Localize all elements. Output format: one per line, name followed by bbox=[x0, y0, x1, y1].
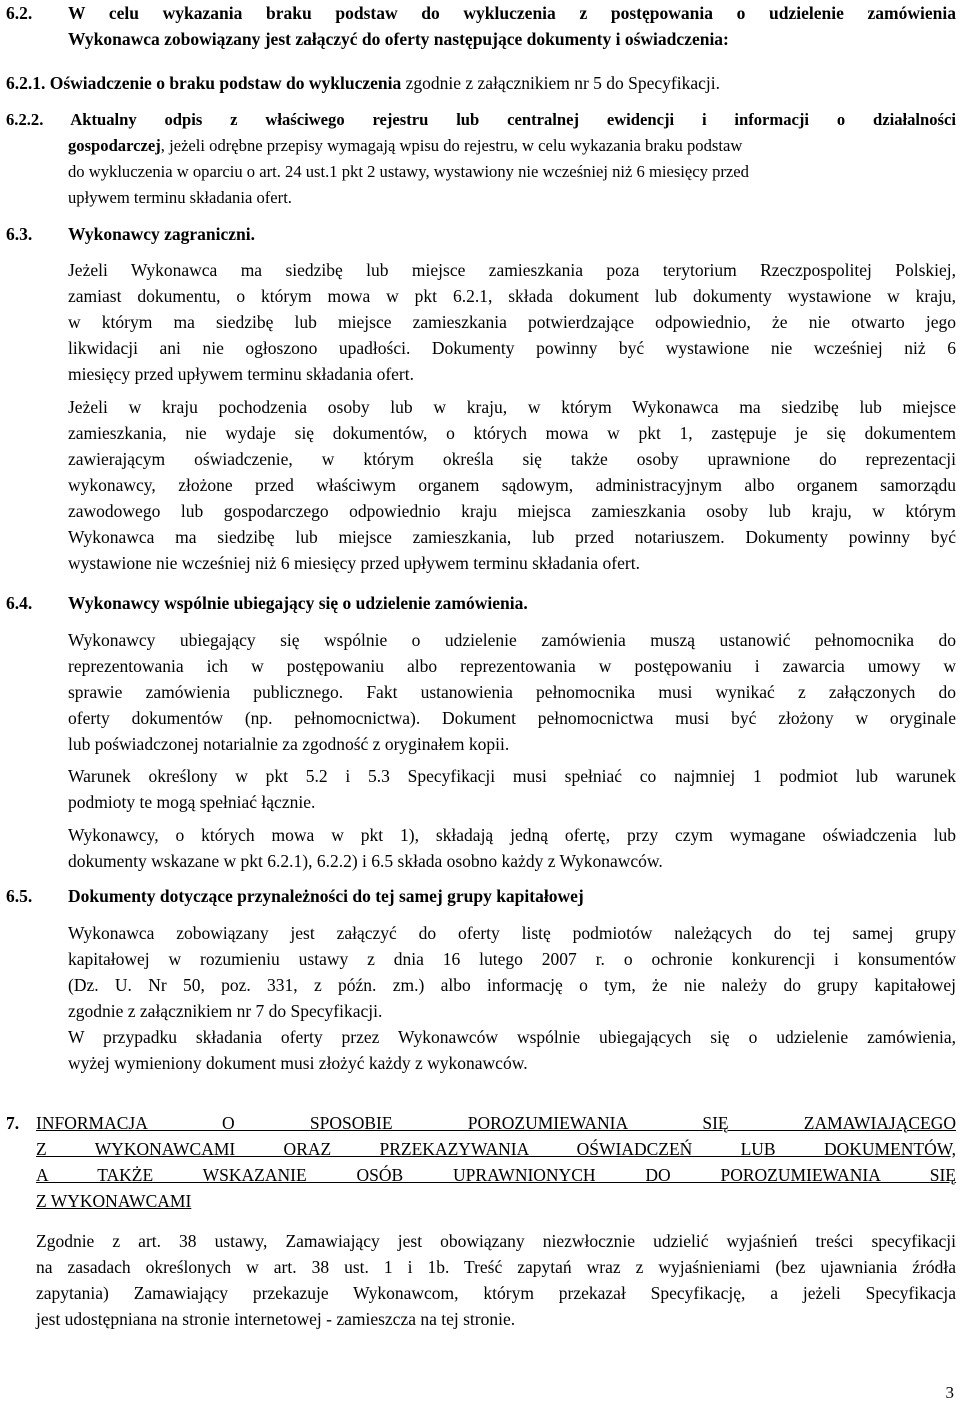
paragraph-line: zawierającym oświadczenie, w którym określa się także osoby uprawnione do reprezentacji bbox=[68, 449, 956, 469]
paragraph-line: miesięcy przed upływem terminu składania ofert. bbox=[68, 364, 414, 384]
section-7-heading-line-1: INFORMACJA O SPOSOBIE POROZUMIEWANIA SIĘ ZAMAWIAJĄCEGO bbox=[36, 1113, 956, 1133]
paragraph-line: zawodowego lub gospodarczego odpowiednio kraju miejsca zamieszkania osoby lub kraju, w którym bbox=[68, 501, 956, 521]
section-7-heading-line-2: Z WYKONAWCAMI ORAZ PRZEKAZYWANIA OŚWIADCZEŃ LUB DOKUMENTÓW, bbox=[36, 1139, 956, 1159]
section-6-3-number: 6.3. bbox=[6, 224, 33, 244]
section-6-5-heading: Dokumenty dotyczące przynależności do tej samej grupy kapitałowej bbox=[68, 886, 584, 906]
paragraph-line: Zgodnie z art. 38 ustawy, Zamawiający jest obowiązany niezwłocznie udzielić wyjaśnień treści specyfikacji bbox=[36, 1231, 956, 1251]
page-number: 3 bbox=[945, 1383, 954, 1402]
paragraph-line: Jeżeli Wykonawca ma siedzibę lub miejsce zamieszkania poza terytorium Rzeczpospolitej Polskiej, bbox=[68, 260, 956, 280]
section-6-4-heading: Wykonawcy wspólnie ubiegający się o udzielenie zamówienia. bbox=[68, 593, 528, 613]
section-7-heading-line-3: A TAKŻE WSKAZANIE OSÓB UPRAWNIONYCH DO POROZUMIEWANIA SIĘ bbox=[36, 1165, 956, 1185]
paragraph-line: likwidacji ani nie ogłoszono upadłości. Dokumenty powinny być wystawione nie wcześniej niż 6 bbox=[68, 338, 956, 358]
paragraph-line: oferty dokumentów (np. pełnomocnictwa). Dokument pełnomocnictwa musi być złożony w oryginale bbox=[68, 708, 956, 728]
section-6-2-heading-line-2: Wykonawca zobowiązany jest załączyć do oferty następujące dokumenty i oświadczenia: bbox=[68, 29, 729, 49]
paragraph-line: zamieszkania, nie wydaje się dokumentów, o których mowa w pkt 1, zastępuje je się dokumentem bbox=[68, 423, 956, 443]
section-6-2-2-bold: gospodarczej bbox=[68, 136, 161, 155]
section-6-2-1 bbox=[6, 70, 720, 96]
paragraph-line: Wykonawca zobowiązany jest załączyć do oferty listę podmiotów należących do tej samej grupy bbox=[68, 923, 956, 943]
paragraph-line: wyżej wymieniony dokument musi złożyć każdy z wykonawców. bbox=[68, 1053, 528, 1073]
paragraph-line: reprezentowania ich w postępowaniu albo reprezentowania w postępowaniu i zawarcia umowy w bbox=[68, 656, 956, 676]
paragraph-line: W przypadku składania oferty przez Wykonawców wspólnie ubiegających się o udzielenie zamówienia, bbox=[68, 1027, 956, 1047]
section-6-2-heading-line-1: W celu wykazania braku podstaw do wykluczenia z postępowania o udzielenie zamówienia bbox=[68, 3, 956, 23]
paragraph-line: Wykonawcy, o których mowa w pkt 1), składają jedną ofertę, przy czym wymagane oświadczenia lub bbox=[68, 825, 956, 845]
paragraph-line: podmioty te mogą spełniać łącznie. bbox=[68, 792, 316, 812]
paragraph-line: Wykonawcy ubiegający się wspólnie o udzielenie zamówienia muszą ustanowić pełnomocnika do bbox=[68, 630, 956, 650]
section-6-2-1-text: zgodnie z załącznikiem nr 5 do Specyfikacji. bbox=[401, 73, 721, 93]
paragraph-line: sprawie zamówienia publicznego. Fakt ustanowienia pełnomocnika musi wynikać z załączonych do bbox=[68, 682, 956, 702]
section-7-heading-line-4: Z WYKONAWCAMI bbox=[36, 1191, 192, 1211]
section-7-number: 7. bbox=[6, 1113, 20, 1133]
paragraph-line: (Dz. U. Nr 50, poz. 331, z późn. zm.) albo informację o tym, że nie należy do grupy kapitałowej bbox=[68, 975, 956, 995]
section-6-2-2-line-2 bbox=[68, 133, 742, 159]
paragraph-line: lub poświadczonej notarialnie za zgodność z oryginałem kopii. bbox=[68, 734, 510, 754]
paragraph-line: dokumenty wskazane w pkt 6.2.1), 6.2.2) i 6.5 składa osobno każdy z Wykonawców. bbox=[68, 851, 663, 871]
paragraph-line: jest udostępniana na stronie internetowej - zamieszcza na tej stronie. bbox=[36, 1309, 516, 1329]
paragraph-line: zamiast dokumentu, o którym mowa w pkt 6.2.1, składa dokument lub dokumenty wystawione w kraju, bbox=[68, 286, 956, 306]
section-6-2-2-line-1: 6.2.2. Aktualny odpis z właściwego rejestru lub centralnej ewidencji i informacji o działalności bbox=[6, 110, 956, 129]
section-6-2-number: 6.2. bbox=[6, 3, 33, 23]
section-6-4-number: 6.4. bbox=[6, 593, 33, 613]
paragraph-line: Wykonawca ma siedzibę lub miejsce zamieszkania, lub przed notariuszem. Dokumenty powinny być bbox=[68, 527, 956, 547]
paragraph-line: wystawione nie wcześniej niż 6 miesięcy przed upływem terminu składania ofert. bbox=[68, 553, 640, 573]
paragraph-line: wykonawcy, złożone przed właściwym organem sądowym, administracyjnym albo organem samorządu bbox=[68, 475, 956, 495]
paragraph-line: na zasadach określonych w art. 38 ust. 1 i 1b. Treść zapytań wraz z wyjaśnieniami (bez ujawniania źródła bbox=[36, 1257, 956, 1277]
section-6-5-number: 6.5. bbox=[6, 886, 33, 906]
paragraph-line: kapitałowej w rozumieniu ustawy z dnia 16 lutego 2007 r. o ochronie konkurencji i konsumentów bbox=[68, 949, 956, 969]
section-6-2-2-line-4: upływem terminu składania ofert. bbox=[68, 188, 292, 207]
paragraph-line: zgodnie z załącznikiem nr 7 do Specyfikacji. bbox=[68, 1001, 383, 1021]
paragraph-line: Jeżeli w kraju pochodzenia osoby lub w kraju, w którym Wykonawca ma siedzibę lub miejsce bbox=[68, 397, 956, 417]
section-6-3-heading: Wykonawcy zagraniczni. bbox=[68, 224, 255, 244]
section-6-2-2-line-3: do wykluczenia w oparciu o art. 24 ust.1 pkt 2 ustawy, wystawiony nie wcześniej niż 6 miesięcy przed bbox=[68, 162, 749, 181]
paragraph-line: zapytania) Zamawiający przekazuje Wykonawcom, którym przekazał Specyfikację, a jeżeli Specyfikacja bbox=[36, 1283, 956, 1303]
paragraph-line: w którym ma siedzibę lub miejsce zamieszkania potwierdzające odpowiednio, że nie otwarto jego bbox=[68, 312, 956, 332]
section-6-2-2-line-2-text: , jeżeli odrębne przepisy wymagają wpisu do rejestru, w celu wykazania braku podstaw bbox=[160, 136, 743, 155]
section-6-2-1-title: 6.2.1. Oświadczenie o braku podstaw do wykluczenia bbox=[6, 73, 402, 93]
paragraph-line: Warunek określony w pkt 5.2 i 5.3 Specyfikacji musi spełniać co najmniej 1 podmiot lub warunek bbox=[68, 766, 956, 786]
